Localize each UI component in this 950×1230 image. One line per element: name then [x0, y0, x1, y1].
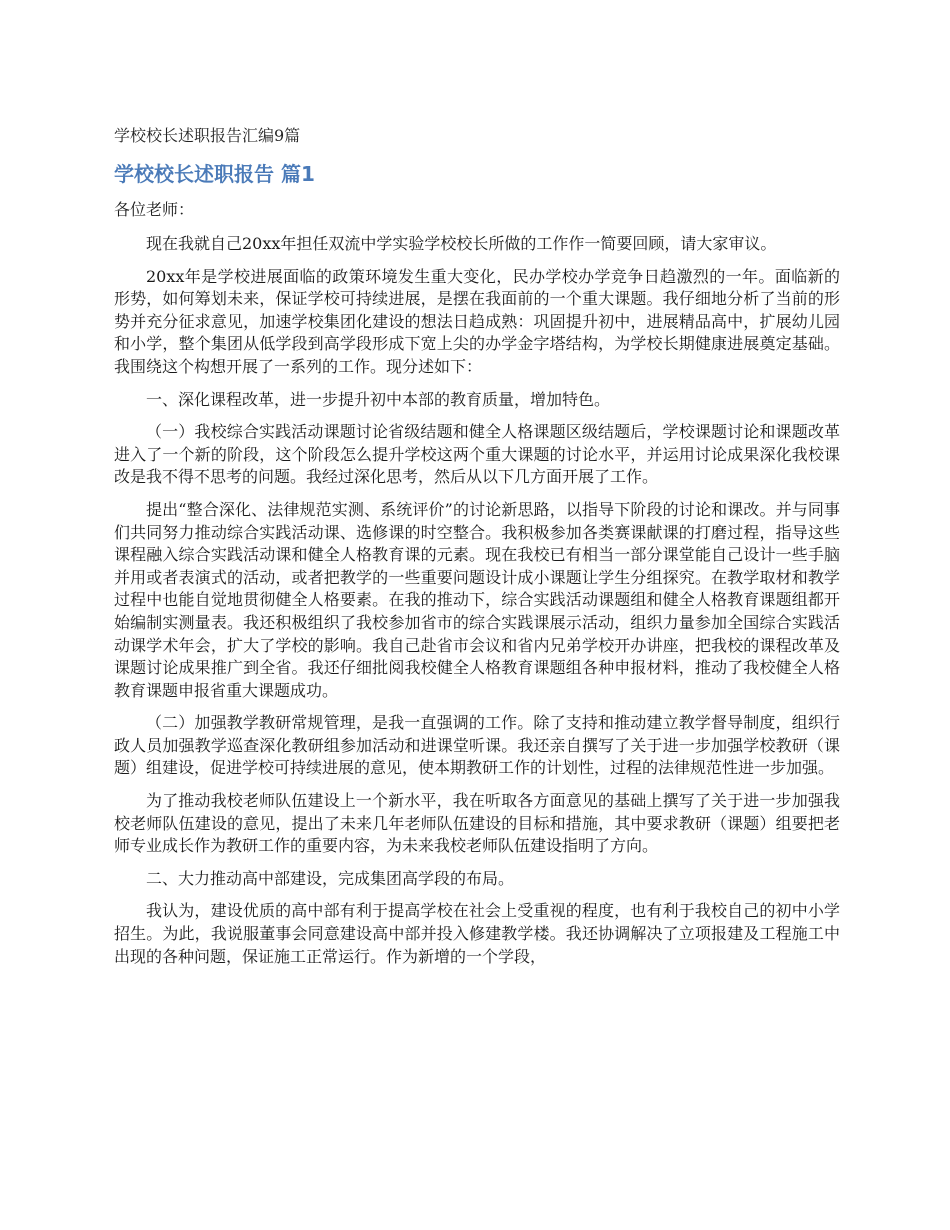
paragraph: 为了推动我校老师队伍建设上一个新水平，我在听取各方面意见的基础上撰写了关于进一步加强我校老师队伍建设的意见，提出了未来几年老师队伍建设的目标和措施，其中要求教研（课题）组要把老师专业成长作为教研工作的重要内容，为未来我校老师队伍建设指明了方向。 [114, 791, 840, 856]
paragraph: 20xx年是学校进展面临的政策环境发生重大变化，民办学校办学竞争日趋激烈的一年。面临新的形势，如何筹划未来，保证学校可持续进展，是摆在我面前的一个重大课题。我仔细地分析了当前的形势并充分征求意见，加速学校集团化建设的想法日趋成熟：巩固提升初中，进展精品高中，扩展幼儿园和小学，整个集团从低学段到高学段形成下宽上尖的办学金字塔结构，为学校长期健康进展奠定基础。我围绕这个构想开展了一系列的工作。现分述如下： [114, 266, 840, 376]
salutation: 各位老师： [114, 200, 195, 219]
paragraph: 我认为，建设优质的高中部有利于提高学校在社会上受重视的程度，也有利于我校自己的初中小学招生。为此，我说服董事会同意建设高中部并投入修建教学楼。我还协调解决了立项报建及工程施工中出现的各种问题，保证施工正常运行。作为新增的一个学段， [114, 901, 840, 966]
paragraph: 二、大力推动高中部建设，完成集团高学段的布局。 [146, 868, 515, 888]
paragraph: 一、深化课程改革，进一步提升初中本部的教育质量，增加特色。 [146, 389, 611, 409]
paragraph: （一）我校综合实践活动课题讨论省级结题和健全人格课题区级结题后，学校课题讨论和课题改革进入了一个新的阶段，这个阶段怎么提升学校这两个重大课题的讨论水平，并运用讨论成果深化我校课改是我不得不思考的问题。我经过深化思考，然后从以下几方面开展了工作。 [114, 422, 840, 487]
paragraph: 提出“整合深化、法律规范实测、系统评价”的讨论新思路，以指导下阶段的讨论和课改。并与同事们共同努力推动综合实践活动课、选修课的时空整合。我积极参加各类赛课献课的打磨过程，指导这些课程融入综合实践活动课和健全人格教育课的元素。现在我校已有相当一部分课堂能自己设计一些手脑并用或者表演式的活动，或者把教学的一些重要问题设计成小课题让学生分组探究。在教学取材和教学过程中也能自觉地贯彻健全人格要素。在我的推动下，综合实践活动课题组和健全人格教育课题组都开始编制实测量表。我还积极组织了我校参加省市的综合实践课展示活动，组织力量参加全国综合实践活动课学术年会，扩大了学校的影响。我自己赴省市会议和省内兄弟学校开办讲座，把我校的课程改革及课题讨论成果推广到全省。我还仔细批阅我校健全人格教育课题组各种申报材料，推动了我校健全人格教育课题申报省重大课题成功。 [114, 499, 840, 700]
paragraph: （二）加强教学教研常规管理，是我一直强调的工作。除了支持和推动建立教学督导制度，组织行政人员加强教学巡查深化教研组参加活动和进课堂听课。我还亲自撰写了关于进一步加强学校教研（课题）组建设，促进学校可持续进展的意见，使本期教研工作的计划性，过程的法律规范性进一步加强。 [114, 713, 840, 778]
paragraph: 现在我就自己20xx年担任双流中学实验学校校长所做的工作作一简要回顾，请大家审议。 [146, 234, 777, 253]
document-title: 学校校长述职报告汇编9篇 [114, 126, 301, 145]
section-heading: 学校校长述职报告 篇1 [114, 162, 315, 186]
document-page [114, 125, 840, 978]
